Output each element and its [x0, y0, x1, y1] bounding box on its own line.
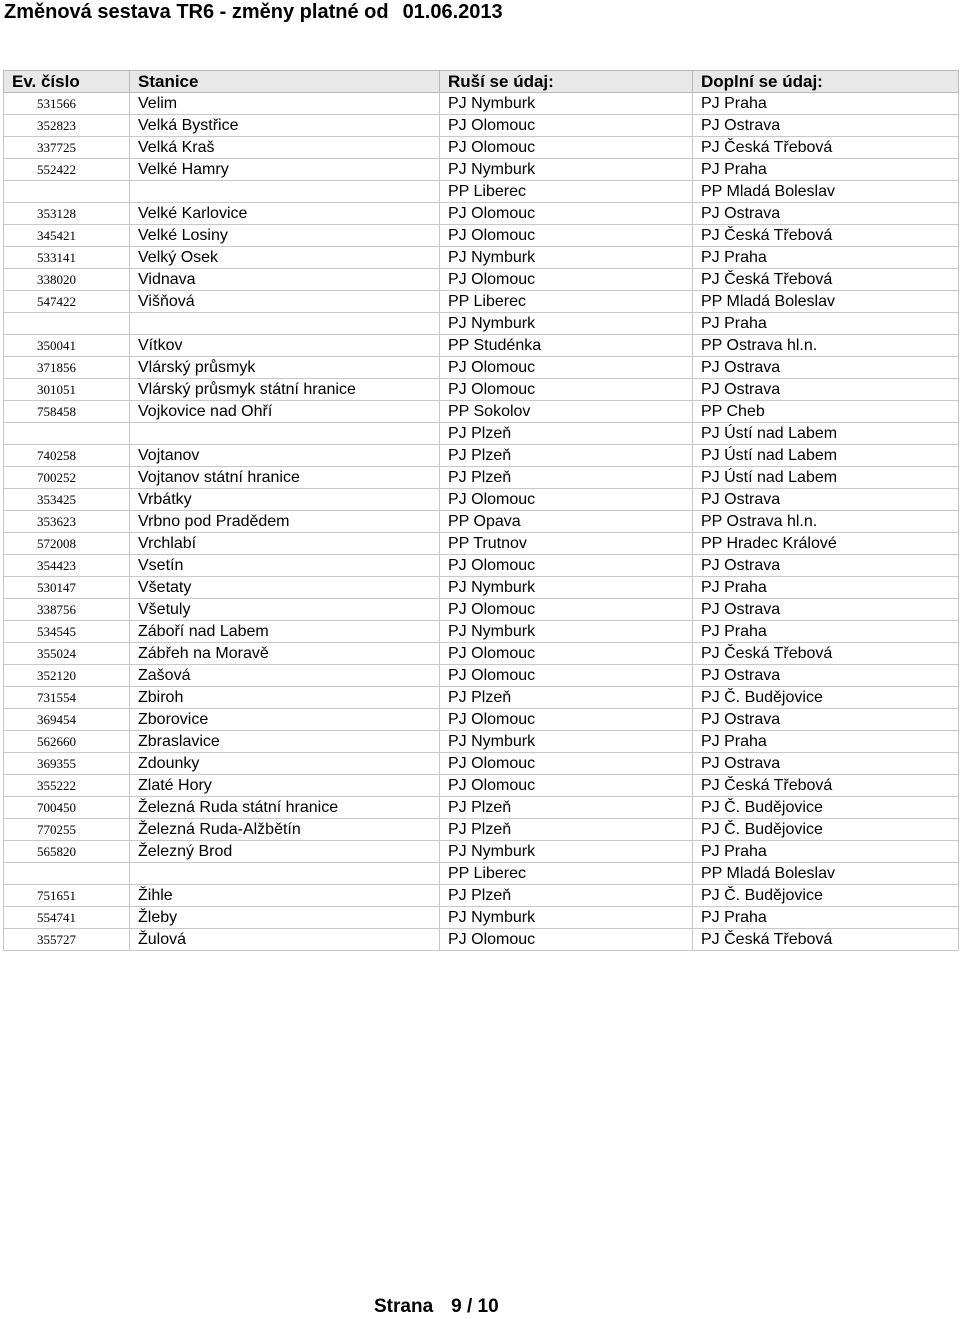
cell-station: Žulová — [130, 929, 440, 951]
cell-number: 572008 — [4, 533, 130, 555]
cell-station: Vsetín — [130, 555, 440, 577]
table-row — [4, 599, 959, 621]
cell-number: 700450 — [4, 797, 130, 819]
cell-number: 533141 — [4, 247, 130, 269]
page-number: 9 / 10 — [451, 1296, 499, 1317]
cell-station: Velim — [130, 93, 440, 115]
cell-number — [4, 181, 130, 203]
table-row — [4, 357, 959, 379]
cell-cancels: PJ Olomouc — [440, 357, 693, 379]
cell-cancels: PJ Olomouc — [440, 599, 693, 621]
cell-number: 562660 — [4, 731, 130, 753]
header-station: Stanice — [130, 71, 440, 93]
cell-cancels: PJ Plzeň — [440, 797, 693, 819]
header-cancels: Ruší se údaj: — [440, 71, 693, 93]
table-row — [4, 687, 959, 709]
cell-adds: PP Mladá Boleslav — [693, 291, 959, 313]
cell-adds: PJ Praha — [693, 731, 959, 753]
cell-station: Železná Ruda-Alžbětín — [130, 819, 440, 841]
cell-number: 338020 — [4, 269, 130, 291]
cell-cancels: PJ Nymburk — [440, 577, 693, 599]
table-row — [4, 555, 959, 577]
cell-number: 731554 — [4, 687, 130, 709]
cell-station: Vítkov — [130, 335, 440, 357]
title-date: 01.06.2013 — [402, 1, 503, 23]
cell-cancels: PJ Olomouc — [440, 269, 693, 291]
cell-station — [130, 863, 440, 885]
cell-station: Velké Hamry — [130, 159, 440, 181]
cell-station — [130, 423, 440, 445]
cell-station: Zlaté Hory — [130, 775, 440, 797]
cell-number: 530147 — [4, 577, 130, 599]
cell-number: 353623 — [4, 511, 130, 533]
cell-number: 353128 — [4, 203, 130, 225]
cell-cancels: PJ Nymburk — [440, 907, 693, 929]
cell-cancels: PP Trutnov — [440, 533, 693, 555]
cell-station: Zborovice — [130, 709, 440, 731]
cell-number: 301051 — [4, 379, 130, 401]
cell-number: 350041 — [4, 335, 130, 357]
cell-number: 552422 — [4, 159, 130, 181]
cell-station: Vojtanov státní hranice — [130, 467, 440, 489]
table-row — [4, 577, 959, 599]
cell-adds: PP Hradec Králové — [693, 533, 959, 555]
cell-station: Zábřeh na Moravě — [130, 643, 440, 665]
cell-number: 338756 — [4, 599, 130, 621]
table-row — [4, 181, 959, 203]
cell-station: Vrbátky — [130, 489, 440, 511]
cell-station: Vrbno pod Pradědem — [130, 511, 440, 533]
cell-number: 565820 — [4, 841, 130, 863]
cell-adds: PJ Praha — [693, 247, 959, 269]
cell-cancels: PP Sokolov — [440, 401, 693, 423]
cell-adds: PJ Praha — [693, 577, 959, 599]
cell-adds: PJ Ostrava — [693, 753, 959, 775]
header-adds: Doplní se údaj: — [693, 71, 959, 93]
cell-cancels: PJ Plzeň — [440, 687, 693, 709]
cell-number: 371856 — [4, 357, 130, 379]
table-row — [4, 775, 959, 797]
table-row — [4, 665, 959, 687]
cell-adds: PJ Ostrava — [693, 203, 959, 225]
cell-number — [4, 313, 130, 335]
cell-cancels: PP Studénka — [440, 335, 693, 357]
cell-adds: PJ Č. Budějovice — [693, 797, 959, 819]
cell-station: Zašová — [130, 665, 440, 687]
cell-number: 534545 — [4, 621, 130, 643]
cell-station: Vlárský průsmyk — [130, 357, 440, 379]
table-row — [4, 379, 959, 401]
cell-number: 354423 — [4, 555, 130, 577]
cell-station: Vojtanov — [130, 445, 440, 467]
cell-adds: PJ Ostrava — [693, 665, 959, 687]
table-row — [4, 313, 959, 335]
cell-cancels: PJ Plzeň — [440, 819, 693, 841]
cell-cancels: PJ Olomouc — [440, 643, 693, 665]
cell-cancels: PP Liberec — [440, 863, 693, 885]
table-row — [4, 225, 959, 247]
cell-station: Vojkovice nad Ohří — [130, 401, 440, 423]
cell-cancels: PJ Nymburk — [440, 731, 693, 753]
cell-cancels: PJ Olomouc — [440, 555, 693, 577]
cell-cancels: PJ Plzeň — [440, 423, 693, 445]
header-number: Ev. číslo — [4, 71, 130, 93]
cell-number: 355727 — [4, 929, 130, 951]
cell-number: 740258 — [4, 445, 130, 467]
table-row — [4, 709, 959, 731]
cell-cancels: PJ Plzeň — [440, 885, 693, 907]
cell-adds: PJ Ostrava — [693, 599, 959, 621]
cell-station: Železný Brod — [130, 841, 440, 863]
table-row — [4, 203, 959, 225]
table-row — [4, 401, 959, 423]
table-row — [4, 423, 959, 445]
cell-number: 751651 — [4, 885, 130, 907]
cell-number: 369454 — [4, 709, 130, 731]
cell-station: Všetaty — [130, 577, 440, 599]
table-row — [4, 907, 959, 929]
table-row — [4, 643, 959, 665]
cell-cancels: PJ Olomouc — [440, 203, 693, 225]
cell-adds: PJ Ostrava — [693, 357, 959, 379]
cell-station: Zdounky — [130, 753, 440, 775]
cell-station: Zbraslavice — [130, 731, 440, 753]
cell-station: Záboří nad Labem — [130, 621, 440, 643]
cell-adds: PJ Ústí nad Labem — [693, 467, 959, 489]
cell-cancels: PJ Olomouc — [440, 709, 693, 731]
cell-adds: PP Cheb — [693, 401, 959, 423]
cell-station: Velká Bystřice — [130, 115, 440, 137]
cell-adds: PJ Praha — [693, 907, 959, 929]
cell-station: Velké Karlovice — [130, 203, 440, 225]
cell-number: 337725 — [4, 137, 130, 159]
cell-cancels: PP Liberec — [440, 291, 693, 313]
table-row — [4, 291, 959, 313]
cell-adds: PJ Ostrava — [693, 489, 959, 511]
cell-cancels: PJ Olomouc — [440, 929, 693, 951]
cell-number — [4, 423, 130, 445]
cell-station — [130, 181, 440, 203]
cell-cancels: PJ Plzeň — [440, 467, 693, 489]
cell-cancels: PJ Nymburk — [440, 313, 693, 335]
table-row — [4, 929, 959, 951]
cell-number: 770255 — [4, 819, 130, 841]
table-row — [4, 533, 959, 555]
changes-table — [3, 70, 959, 951]
cell-adds: PJ Praha — [693, 159, 959, 181]
table-row — [4, 753, 959, 775]
cell-station: Všetuly — [130, 599, 440, 621]
table-row — [4, 841, 959, 863]
cell-station: Zbiroh — [130, 687, 440, 709]
cell-number — [4, 863, 130, 885]
cell-number: 554741 — [4, 907, 130, 929]
title-text: Změnová sestava TR6 - změny platné od — [4, 1, 389, 23]
table-row — [4, 269, 959, 291]
table-row — [4, 467, 959, 489]
page-footer — [374, 1296, 499, 1318]
cell-adds: PJ Č. Budějovice — [693, 819, 959, 841]
table-row — [4, 797, 959, 819]
cell-cancels: PJ Olomouc — [440, 115, 693, 137]
table-row — [4, 731, 959, 753]
cell-number: 353425 — [4, 489, 130, 511]
cell-number: 345421 — [4, 225, 130, 247]
cell-cancels: PP Opava — [440, 511, 693, 533]
cell-cancels: PJ Olomouc — [440, 379, 693, 401]
cell-number: 758458 — [4, 401, 130, 423]
cell-cancels: PJ Nymburk — [440, 841, 693, 863]
table-row — [4, 489, 959, 511]
table-body — [4, 93, 959, 951]
cell-adds: PJ Ústí nad Labem — [693, 445, 959, 467]
cell-cancels: PJ Olomouc — [440, 753, 693, 775]
cell-number: 531566 — [4, 93, 130, 115]
cell-cancels: PP Liberec — [440, 181, 693, 203]
cell-adds: PJ Ostrava — [693, 115, 959, 137]
table-row — [4, 445, 959, 467]
page-title — [4, 1, 503, 24]
cell-station: Vrchlabí — [130, 533, 440, 555]
cell-adds: PJ Praha — [693, 313, 959, 335]
cell-station: Vidnava — [130, 269, 440, 291]
table-row — [4, 137, 959, 159]
cell-cancels: PJ Olomouc — [440, 137, 693, 159]
cell-cancels: PJ Olomouc — [440, 489, 693, 511]
footer-label: Strana — [374, 1296, 434, 1317]
table-row — [4, 819, 959, 841]
table-row — [4, 335, 959, 357]
cell-cancels: PJ Nymburk — [440, 93, 693, 115]
table-row — [4, 159, 959, 181]
cell-adds: PJ Ústí nad Labem — [693, 423, 959, 445]
cell-station: Velký Osek — [130, 247, 440, 269]
cell-adds: PJ Česká Třebová — [693, 137, 959, 159]
cell-station: Železná Ruda státní hranice — [130, 797, 440, 819]
cell-adds: PJ Ostrava — [693, 555, 959, 577]
cell-cancels: PJ Nymburk — [440, 621, 693, 643]
table-row — [4, 93, 959, 115]
cell-station — [130, 313, 440, 335]
cell-adds: PJ Praha — [693, 93, 959, 115]
cell-number: 355222 — [4, 775, 130, 797]
table-header-row — [4, 71, 959, 93]
cell-adds: PJ Č. Budějovice — [693, 885, 959, 907]
cell-number: 700252 — [4, 467, 130, 489]
cell-adds: PP Ostrava hl.n. — [693, 511, 959, 533]
cell-adds: PP Ostrava hl.n. — [693, 335, 959, 357]
cell-adds: PP Mladá Boleslav — [693, 863, 959, 885]
cell-station: Velká Kraš — [130, 137, 440, 159]
table-row — [4, 621, 959, 643]
cell-station: Žihle — [130, 885, 440, 907]
cell-number: 369355 — [4, 753, 130, 775]
cell-number: 355024 — [4, 643, 130, 665]
table-row — [4, 511, 959, 533]
cell-station: Žleby — [130, 907, 440, 929]
cell-station: Velké Losiny — [130, 225, 440, 247]
table-row — [4, 863, 959, 885]
cell-cancels: PJ Nymburk — [440, 159, 693, 181]
table-row — [4, 247, 959, 269]
cell-cancels: PJ Olomouc — [440, 665, 693, 687]
cell-number: 352823 — [4, 115, 130, 137]
cell-adds: PJ Česká Třebová — [693, 269, 959, 291]
cell-station: Vlárský průsmyk státní hranice — [130, 379, 440, 401]
cell-adds: PP Mladá Boleslav — [693, 181, 959, 203]
cell-cancels: PJ Nymburk — [440, 247, 693, 269]
cell-adds: PJ Ostrava — [693, 709, 959, 731]
cell-adds: PJ Česká Třebová — [693, 225, 959, 247]
table-row — [4, 115, 959, 137]
cell-cancels: PJ Olomouc — [440, 225, 693, 247]
cell-station: Višňová — [130, 291, 440, 313]
cell-adds: PJ Č. Budějovice — [693, 687, 959, 709]
cell-number: 352120 — [4, 665, 130, 687]
cell-cancels: PJ Plzeň — [440, 445, 693, 467]
cell-adds: PJ Praha — [693, 841, 959, 863]
cell-cancels: PJ Olomouc — [440, 775, 693, 797]
cell-adds: PJ Praha — [693, 621, 959, 643]
cell-adds: PJ Česká Třebová — [693, 775, 959, 797]
cell-adds: PJ Ostrava — [693, 379, 959, 401]
table-row — [4, 885, 959, 907]
cell-number: 547422 — [4, 291, 130, 313]
cell-adds: PJ Česká Třebová — [693, 929, 959, 951]
cell-adds: PJ Česká Třebová — [693, 643, 959, 665]
